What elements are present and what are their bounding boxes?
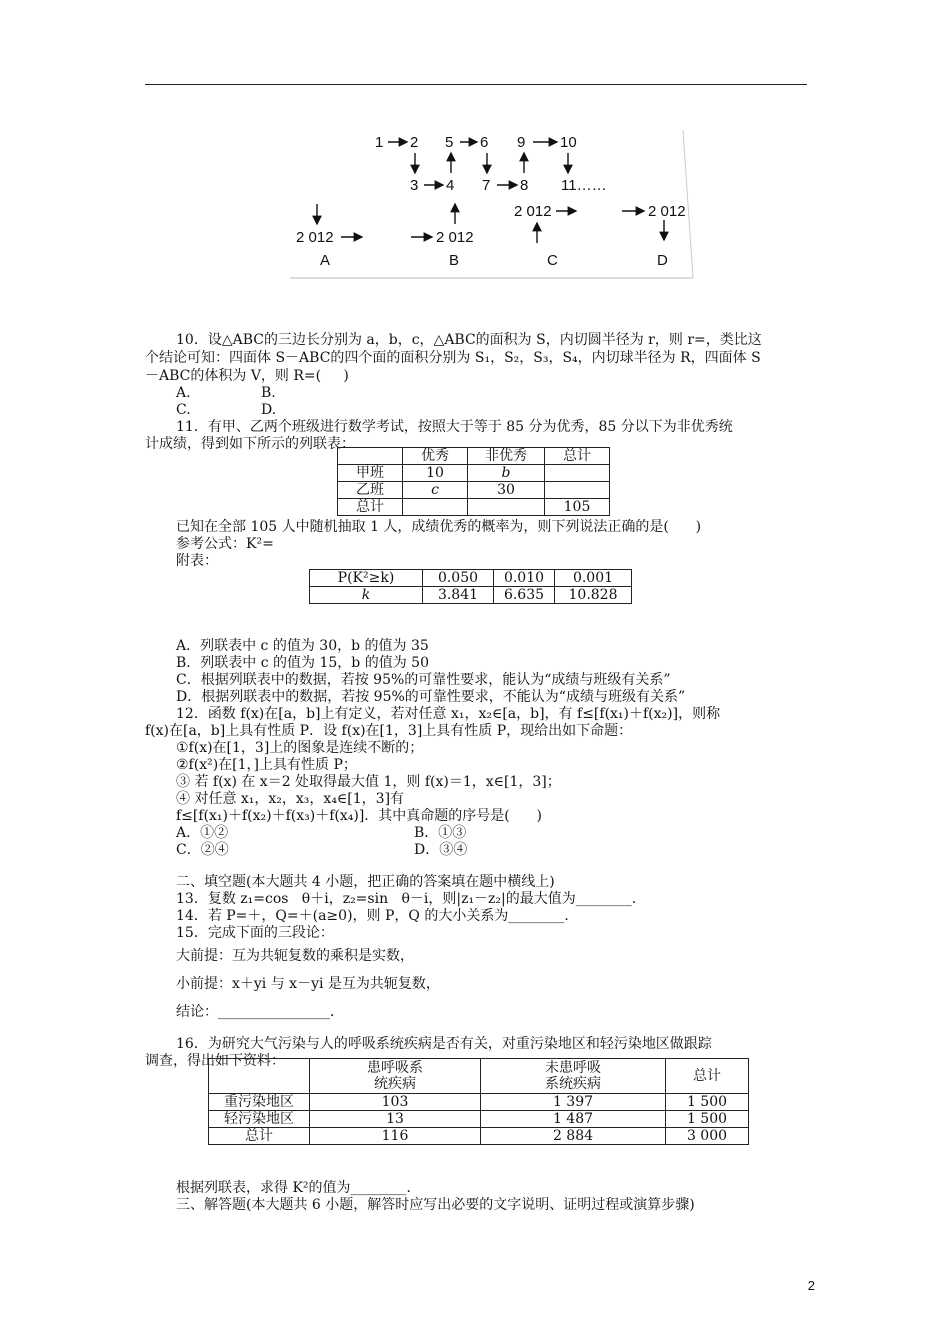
table-row — [338, 482, 610, 499]
option-c-label: C — [547, 252, 558, 269]
table-cell: k — [310, 587, 423, 604]
table-cell: 6.635 — [494, 587, 555, 604]
table-cell: 优秀 — [403, 448, 468, 465]
table-cell: 3.841 — [423, 587, 494, 604]
q10-line2: 个结论可知：四面体 S－ABC的四个面的面积分别为 S₁，S₂，S₃，S₄，内切球半径为 R，四面体 S — [145, 350, 761, 366]
table-cell: 轻污染地区 — [209, 1111, 310, 1128]
table-cell — [545, 465, 610, 482]
q12-option-d: D．③④ — [414, 842, 468, 858]
seq-7: 7 — [482, 177, 491, 194]
q16-line3: 根据列联表，求得 K²的值为________． — [176, 1180, 421, 1196]
q16-line2: 调查，得出如下资料： — [145, 1053, 285, 1069]
q11-critical-value-table — [309, 569, 632, 604]
table-row — [209, 1059, 749, 1094]
table-cell: 1 500 — [666, 1111, 749, 1128]
q12-option-b: B．①③ — [414, 825, 467, 841]
option-b-value: 2 012 — [436, 229, 474, 246]
q12-proposition-3: ③ 若 f(x) 在 x＝2 处取得最大值 1，则 f(x)＝1，x∈[1，3]； — [176, 774, 561, 790]
page-number: 2 — [807, 1278, 815, 1293]
q12-proposition-4: ④ 对任意 x₁，x₂，x₃，x₄∈[1，3]有 — [176, 791, 405, 807]
q12-option-a: A．①② — [176, 825, 229, 841]
q11-option-c: C．根据列联表中的数据，若按 95%的可靠性要求，能认为“成绩与班级有关系” — [176, 672, 671, 688]
table-row — [310, 570, 632, 587]
table-cell: 0.001 — [555, 570, 632, 587]
q15-conclusion: 结论：________________． — [176, 1004, 344, 1020]
q11-line3: 已知在全部 105 人中随机抽取 1 人，成绩优秀的概率为，则下列说法正确的是( ) — [176, 519, 702, 535]
table-row — [338, 448, 610, 465]
q12-option-c: C．②④ — [176, 842, 229, 858]
table-cell: P(K²≥k) — [310, 570, 423, 587]
q16-contingency-table — [208, 1058, 749, 1145]
q11-option-b: B．列联表中 c 的值为 15，b 的值为 50 — [176, 655, 429, 671]
q11-line2: 计成绩，得到如下所示的列联表： — [145, 436, 355, 452]
table-cell — [403, 499, 468, 516]
section-3-heading: 三、解答题(本大题共 6 小题，解答时应写出必要的文字说明、证明过程或演算步骤) — [176, 1197, 695, 1213]
table-cell: 未患呼吸 系统疾病 — [481, 1059, 666, 1094]
table-cell: 总计 — [338, 499, 403, 516]
option-d-value: 2 012 — [648, 203, 686, 220]
seq-6: 6 — [480, 134, 489, 151]
q12-proposition-1: ①f(x)在[1，3]上的图象是连续不断的； — [176, 740, 424, 756]
figure-side-border — [683, 130, 693, 278]
q11-contingency-table — [337, 447, 610, 516]
table-cell — [209, 1059, 310, 1094]
q12-line2: f(x)在[a，b]上具有性质 P．设 f(x)在[1，3]上具有性质 P，现给出如下命题： — [145, 723, 633, 739]
seq-11: 11…… — [561, 177, 607, 194]
table-cell: 1 500 — [666, 1094, 749, 1111]
table-cell: c — [403, 482, 468, 499]
seq-1: 1 — [375, 134, 384, 151]
option-d-label: D — [657, 252, 668, 269]
q10-option-c: C. — [176, 402, 191, 418]
table-cell: 1 487 — [481, 1111, 666, 1128]
q15-minor-premise: 小前提：x＋yi 与 x－yi 是互为共轭复数， — [176, 976, 440, 992]
q13-text: 13．复数 z₁=cos θ＋i，z₂=sin θ－i，则|z₁－z₂|的最大值为________． — [176, 891, 646, 907]
table-row — [209, 1128, 749, 1145]
table-cell: 10 — [403, 465, 468, 482]
table-cell: 116 — [310, 1128, 481, 1145]
option-c-value: 2 012 — [514, 203, 552, 220]
q10-option-d: D. — [261, 402, 277, 418]
table-cell: 105 — [545, 499, 610, 516]
q15-line1: 15．完成下面的三段论： — [176, 925, 334, 941]
table-cell: 0.010 — [494, 570, 555, 587]
q11-option-a: A．列联表中 c 的值为 30，b 的值为 35 — [176, 638, 429, 654]
table-cell: 总计 — [209, 1128, 310, 1145]
table-cell: 患呼吸系 统疾病 — [310, 1059, 481, 1094]
seq-8: 8 — [520, 177, 529, 194]
q11-line1: 11．有甲、乙两个班级进行数学考试，按照大于等于 85 分为优秀，85 分以下为非优秀统 — [176, 419, 733, 435]
sequence-arrows — [0, 0, 950, 300]
q10-line3: －ABC的体积为 V，则 R=( ) — [145, 368, 349, 384]
table-cell: 2 884 — [481, 1128, 666, 1145]
q10-option-b: B. — [261, 385, 276, 401]
table-cell: 甲班 — [338, 465, 403, 482]
q12-proposition-4-cont: f≤[f(x₁)＋f(x₂)＋f(x₃)＋f(x₄)]．其中真命题的序号是( ) — [176, 808, 542, 824]
q15-major-premise: 大前提：互为共轭复数的乘积是实数， — [176, 948, 414, 964]
table-cell — [338, 448, 403, 465]
table-cell: 3 000 — [666, 1128, 749, 1145]
table-row — [209, 1094, 749, 1111]
table-cell: 30 — [468, 482, 545, 499]
table-cell: 1 397 — [481, 1094, 666, 1111]
seq-2: 2 — [410, 134, 419, 151]
q11-appendix: 附表： — [176, 553, 218, 569]
option-a-label: A — [320, 252, 331, 269]
table-cell: 103 — [310, 1094, 481, 1111]
q16-line1: 16．为研究大气污染与人的呼吸系统疾病是否有关，对重污染地区和轻污染地区做跟踪 — [176, 1036, 712, 1052]
table-row — [338, 465, 610, 482]
option-b-label: B — [449, 252, 460, 269]
q14-text: 14．若 P=＋，Q=＋(a≥0)，则 P，Q 的大小关系为________． — [176, 908, 579, 924]
table-row — [338, 499, 610, 516]
table-cell: 总计 — [545, 448, 610, 465]
table-cell: 乙班 — [338, 482, 403, 499]
table-row — [310, 587, 632, 604]
option-a-value: 2 012 — [296, 229, 334, 246]
table-cell: 10.828 — [555, 587, 632, 604]
seq-9: 9 — [517, 134, 526, 151]
seq-5: 5 — [445, 134, 454, 151]
table-cell: 总计 — [666, 1059, 749, 1094]
table-cell: 非优秀 — [468, 448, 545, 465]
seq-3: 3 — [410, 177, 419, 194]
seq-10: 10 — [560, 134, 577, 151]
q11-option-d: D．根据列联表中的数据，若按 95%的可靠性要求，不能认为“成绩与班级有关系” — [176, 689, 686, 705]
q12-line1: 12．函数 f(x)在[a，b]上有定义，若对任意 x₁，x₂∈[a，b]，有 f≤[f(x₁)＋f(x₂)]，则称 — [176, 706, 721, 722]
table-cell: b — [468, 465, 545, 482]
table-row — [209, 1111, 749, 1128]
q12-proposition-2: ②f(x²)在[1，]上具有性质 P； — [176, 757, 357, 773]
q11-reference-formula: 参考公式：K²= — [176, 536, 274, 552]
seq-4: 4 — [446, 177, 455, 194]
table-cell — [468, 499, 545, 516]
section-2-heading: 二、填空题(本大题共 4 小题，把正确的答案填在题中横线上) — [176, 874, 555, 890]
table-cell: 重污染地区 — [209, 1094, 310, 1111]
q10-option-a: A. — [176, 385, 191, 401]
table-cell — [545, 482, 610, 499]
table-cell: 0.050 — [423, 570, 494, 587]
q10-line1: 10．设△ABC的三边长分别为 a，b，c，△ABC的面积为 S，内切圆半径为 r，则 r=，类比这 — [176, 332, 762, 348]
table-cell: 13 — [310, 1111, 481, 1128]
